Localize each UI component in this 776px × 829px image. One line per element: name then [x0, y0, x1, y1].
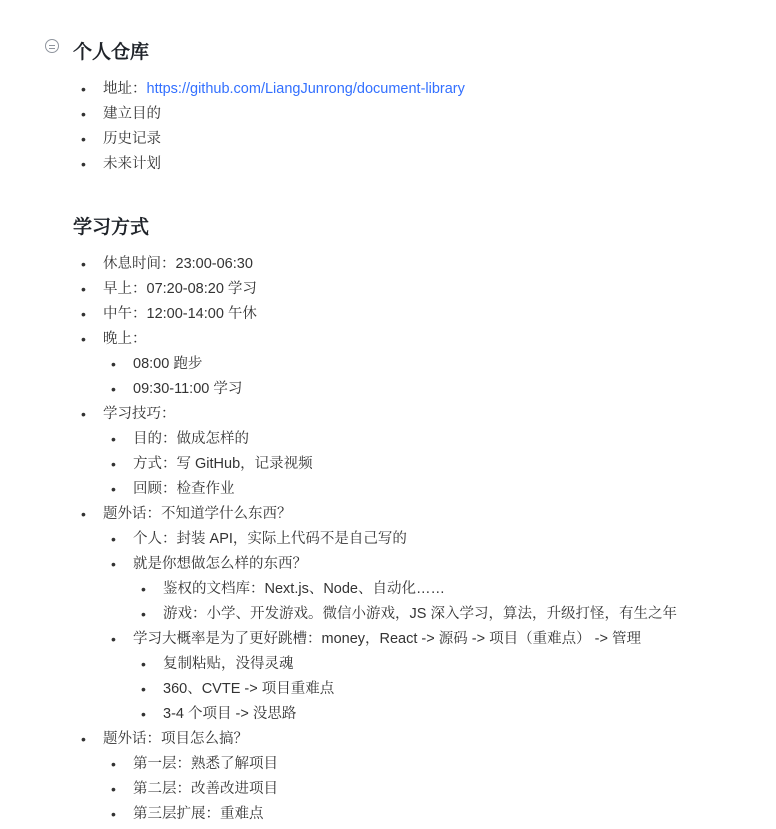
list-item: [0, 777, 776, 802]
bullet: •: [81, 406, 86, 422]
list-item-text: 建立目的: [103, 106, 161, 122]
list-item-text: 鉴权的文档库：Next.js、Node、自动化……: [163, 581, 445, 597]
list-item: [0, 727, 776, 752]
list-item: [0, 452, 776, 477]
list-item-text: 学习技巧：: [103, 406, 176, 422]
list-item-text: 360、CVTE -> 项目重难点: [163, 681, 335, 697]
list-item-text: 题外话：不知道学什么东西？: [103, 506, 292, 522]
list-item-text: 第三层扩展：重难点: [133, 806, 264, 822]
list-item-text: 未来计划: [103, 156, 161, 172]
list-item-text: 历史记录: [103, 131, 161, 147]
list-item: [0, 352, 776, 377]
list-item: [0, 252, 776, 277]
bullet: •: [111, 631, 116, 647]
list-item: [0, 502, 776, 527]
bullet: •: [81, 81, 86, 97]
list-item-text: 个人：封装 API，实际上代码不是自己写的: [133, 531, 407, 547]
bullet: •: [141, 581, 146, 597]
bullet: •: [81, 156, 86, 172]
bullet: •: [81, 506, 86, 522]
list-item: [0, 627, 776, 652]
list-item-text: 复制粘贴，没得灵魂: [163, 656, 294, 672]
bullet: •: [111, 556, 116, 572]
outline-icon[interactable]: [45, 39, 59, 53]
list-item-text: 就是你想做怎么样的东西？: [133, 556, 307, 572]
list-item: [0, 677, 776, 702]
bullet: •: [81, 281, 86, 297]
bullet: •: [81, 256, 86, 272]
bullet: •: [141, 656, 146, 672]
list-item: [0, 152, 776, 177]
list-item: [0, 602, 776, 627]
list-item-text: 中午：12:00-14:00 午休: [103, 306, 257, 322]
list-item-text: 第二层：改善改进项目: [133, 781, 278, 797]
address-label: 地址：: [103, 81, 147, 97]
list-item-text: 08:00 跑步: [133, 356, 203, 372]
bullet: •: [111, 381, 116, 397]
bullet: •: [81, 131, 86, 147]
list-item: [0, 102, 776, 127]
list-item: [0, 377, 776, 402]
bullet: •: [111, 806, 116, 822]
list-item-text: 游戏：小学、开发游戏。微信小游戏，JS 深入学习，算法，升级打怪，有生之年: [163, 606, 677, 622]
list-item-text: 题外话：项目怎么搞？: [103, 731, 248, 747]
bullet: •: [141, 706, 146, 722]
bullet: •: [81, 306, 86, 322]
list-item: [0, 802, 776, 827]
list-item: [0, 752, 776, 777]
bullet: •: [111, 756, 116, 772]
study-list: [0, 252, 776, 827]
repo-link[interactable]: https://github.com/LiangJunrong/document-library: [146, 81, 465, 97]
list-item: [0, 527, 776, 552]
list-item: [0, 127, 776, 152]
bullet: •: [111, 431, 116, 447]
bullet: •: [141, 681, 146, 697]
list-item: [0, 652, 776, 677]
bullet: •: [111, 531, 116, 547]
list-item: [0, 702, 776, 727]
repo-list: [0, 77, 776, 177]
list-item-text: 目的：做成怎样的: [133, 431, 249, 447]
list-item: [0, 302, 776, 327]
list-item-text: 09:30-11:00 学习: [133, 381, 243, 397]
list-item: [0, 577, 776, 602]
list-item: [0, 77, 776, 102]
list-item-text: 休息时间：23:00-06:30: [103, 256, 253, 272]
bullet: •: [81, 731, 86, 747]
list-item-text: 学习大概率是为了更好跳槽：money，React -> 源码 -> 项目（重难点） -> 管理: [133, 631, 641, 647]
list-item: [0, 327, 776, 352]
bullet: •: [81, 106, 86, 122]
list-item: [0, 402, 776, 427]
list-item: [0, 477, 776, 502]
list-item: [0, 277, 776, 302]
list-item-text: 方式：写 GitHub，记录视频: [133, 456, 313, 472]
list-item-text: 3-4 个项目 -> 没思路: [163, 706, 297, 722]
bullet: •: [111, 456, 116, 472]
list-item-text: 晚上：: [103, 331, 147, 347]
bullet: •: [111, 356, 116, 372]
heading-personal-repo: 个人仓库: [73, 42, 150, 63]
list-item-text: 早上：07:20-08:20 学习: [103, 281, 257, 297]
list-item: [0, 427, 776, 452]
bullet: •: [111, 781, 116, 797]
list-item-text: 回顾：检查作业: [133, 481, 235, 497]
bullet: •: [111, 481, 116, 497]
bullet: •: [81, 331, 86, 347]
bullet: •: [141, 606, 146, 622]
list-item: [0, 552, 776, 577]
list-item-text: 第一层：熟悉了解项目: [133, 756, 278, 772]
heading-study-method: 学习方式: [73, 217, 150, 238]
